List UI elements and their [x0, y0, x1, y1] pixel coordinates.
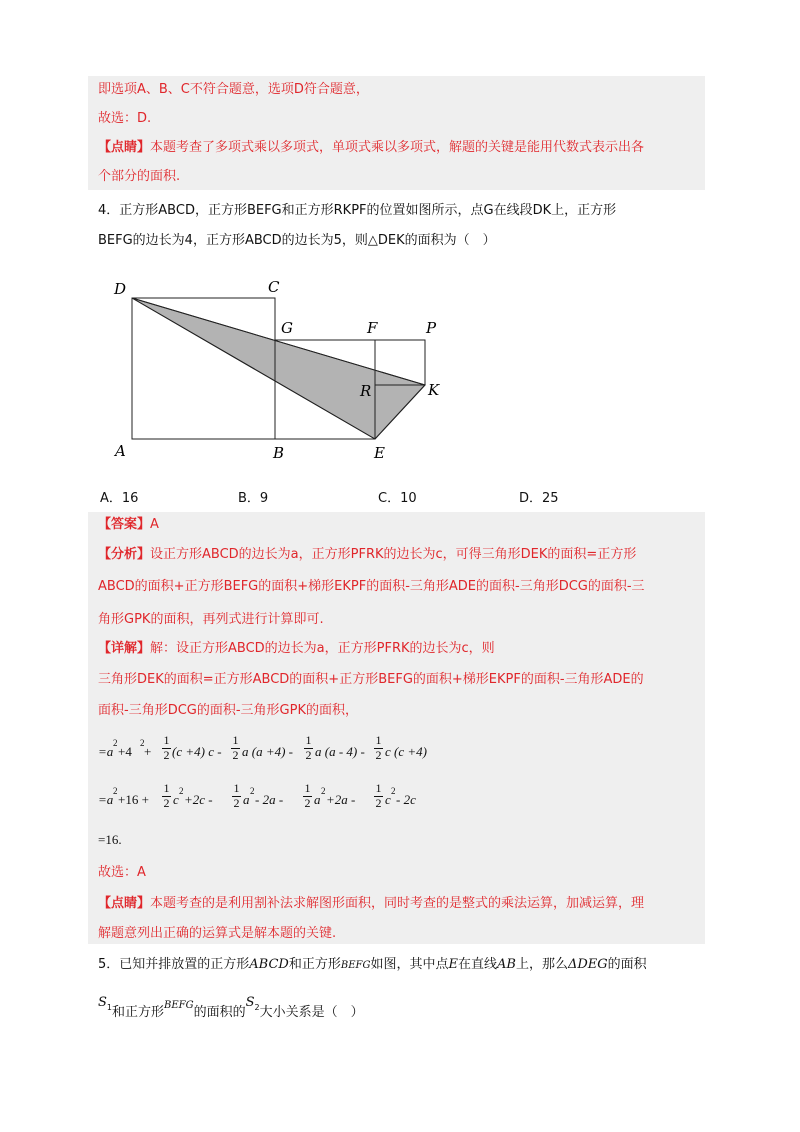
- numerator: 1: [304, 781, 311, 795]
- equation-line-2: [98, 783, 418, 813]
- denominator: 2: [163, 748, 170, 762]
- choice-d[interactable]: [519, 487, 559, 506]
- label-c: C: [268, 278, 280, 296]
- choice-value: 9: [259, 491, 269, 506]
- label-k: K: [428, 381, 440, 399]
- numerator: 1: [233, 781, 240, 795]
- eq-term: a (a +4) -: [242, 744, 294, 759]
- eq-term: a: [243, 792, 250, 807]
- eq-term: +4: [118, 744, 132, 759]
- q5-var: BEFG: [164, 1000, 194, 1011]
- eq-exp: 2: [250, 786, 255, 796]
- analysis-tag: 【分析】: [98, 547, 151, 562]
- q5-text: 的面积的: [193, 1005, 246, 1020]
- comment-text: 本题考查了多项式乘以多项式，单项式乘以多项式，解题的关键是能用代数式表示出各: [150, 140, 645, 155]
- label-d: D: [114, 280, 127, 298]
- eq-exp: 2: [391, 786, 396, 796]
- q4-stem-line1: [98, 201, 616, 221]
- comment-tag: 【点睛】: [98, 896, 151, 911]
- q4-comment-line1: [98, 894, 644, 914]
- label-g: G: [281, 319, 293, 337]
- answer-value: A: [150, 517, 159, 532]
- q5-number: 5．: [98, 957, 120, 972]
- choice-b[interactable]: [238, 487, 268, 506]
- q5-text: 在直线: [457, 957, 497, 972]
- numerator: 1: [375, 733, 382, 747]
- eq-term: a (a - 4) -: [315, 744, 365, 759]
- eq-exp: 2: [179, 786, 184, 796]
- eq-term: a: [314, 792, 321, 807]
- eq-exp: 2: [113, 738, 118, 748]
- eq-term: =a: [98, 792, 114, 807]
- choice-value: 25: [542, 491, 559, 506]
- denominator: 2: [305, 748, 312, 762]
- q4-choose: 故选：A: [98, 865, 146, 880]
- analysis-line1: [98, 545, 636, 565]
- eq-term: c: [385, 792, 391, 807]
- choice-value: 10: [400, 491, 417, 506]
- comment-text: 本题考查的是利用割补法求解图形面积，同时考查的是整式的乘法运算，加减运算，理: [150, 896, 645, 911]
- label-p: P: [426, 319, 437, 337]
- q5-text: 的面积: [607, 957, 647, 972]
- eq-exp: 2: [321, 786, 326, 796]
- numerator: 1: [232, 733, 239, 747]
- eq-exp: 2: [113, 786, 118, 796]
- q5-text: 上，那么: [515, 957, 568, 972]
- choice-a[interactable]: [100, 487, 138, 506]
- q4-stem-text: 正方形ABCD，正方形BEFG和正方形RKPF的位置如图所示，点G在线段DK上，正方形: [119, 203, 617, 218]
- denominator: 2: [163, 796, 170, 810]
- triangle-dek: [132, 298, 425, 439]
- q5-text: 和正方形: [288, 957, 341, 972]
- numerator: 1: [375, 781, 382, 795]
- choice-value: 16: [121, 491, 139, 506]
- prev-conclusion: 即选项A、B、C不符合题意，选项D符合题意，: [98, 82, 369, 97]
- s1-subscript: 1: [106, 1003, 112, 1012]
- eq-term: - 2a -: [255, 792, 284, 807]
- eq-term: +16 +: [118, 792, 149, 807]
- label-a: A: [115, 442, 126, 460]
- denominator: 2: [233, 796, 240, 810]
- q5-line1: [98, 955, 647, 976]
- detail-tag: 【详解】: [98, 641, 151, 656]
- prev-choose: 故选：D.: [98, 111, 152, 126]
- q5-text: 和正方形: [112, 1005, 165, 1020]
- analysis-line3: 角形GPK的面积，再列式进行计算即可.: [98, 612, 324, 627]
- eq-term: - 2c: [396, 792, 416, 807]
- detail-line1: [98, 639, 495, 659]
- q5-var: AB: [496, 957, 516, 972]
- result-line: =16.: [98, 832, 122, 847]
- label-b: B: [273, 444, 285, 462]
- eq-term: +: [144, 744, 152, 759]
- label-f: F: [367, 319, 378, 337]
- denominator: 2: [232, 748, 239, 762]
- s1-symbol: S: [98, 995, 107, 1010]
- eq-term: c: [173, 792, 179, 807]
- detail-line3: 面积-三角形DCG的面积-三角形GPK的面积，: [98, 703, 358, 718]
- eq-term: +2a -: [326, 792, 356, 807]
- numerator: 1: [163, 733, 170, 747]
- denominator: 2: [375, 796, 382, 810]
- eq-exp: 2: [140, 738, 145, 748]
- equation-line-1: [98, 733, 427, 765]
- detail-line2: 三角形DEK的面积=正方形ABCD的面积+正方形BEFG的面积+梯形EKPF的面积-三角形ADE的: [98, 672, 644, 687]
- choice-key: C．: [378, 491, 401, 506]
- analysis-line2: ABCD的面积+正方形BEFG的面积+梯形EKPF的面积-三角形ADE的面积-三角形DCG的面积-三: [98, 579, 645, 594]
- choice-c[interactable]: [378, 487, 417, 506]
- q5-var: E: [448, 957, 458, 972]
- q4-geometry-figure: [110, 275, 450, 465]
- label-r: R: [360, 382, 372, 400]
- q5-var: ABCD: [249, 957, 289, 972]
- s2-symbol: S: [245, 995, 255, 1010]
- q5-text: 已知并排放置的正方形: [119, 957, 250, 972]
- numerator: 1: [163, 781, 170, 795]
- prev-comment-line2: 个部分的面积.: [98, 169, 181, 184]
- q4-stem-line2: BEFG的边长为4，正方形ABCD的边长为5，则△DEK的面积为（ ）: [98, 233, 496, 248]
- eq-term: +2c -: [184, 792, 213, 807]
- choice-key: B．: [238, 491, 260, 506]
- q5-var: ΔDEG: [567, 957, 608, 972]
- eq-term: c (c +4): [385, 744, 427, 759]
- comment-tag: 【点睛】: [98, 140, 151, 155]
- q4-comment-line2: 解题意列出正确的运算式是解本题的关键.: [98, 926, 337, 941]
- answer-line: [98, 515, 159, 535]
- q5-var: BEFG: [340, 960, 371, 971]
- analysis-text: 设正方形ABCD的边长为a，正方形PFRK的边长为c，可得三角形DEK的面积=正方形: [150, 547, 637, 562]
- q4-number: 4．: [98, 203, 120, 218]
- q5-line2: [98, 995, 364, 1033]
- label-e: E: [374, 444, 385, 462]
- denominator: 2: [375, 748, 382, 762]
- choice-key: A．: [100, 491, 122, 506]
- choice-key: D．: [519, 491, 543, 506]
- q5-text: 如图，其中点: [370, 957, 449, 972]
- denominator: 2: [304, 796, 311, 810]
- detail-text: 解：设正方形ABCD的边长为a，正方形PFRK的边长为c，则: [150, 641, 495, 656]
- answer-tag: 【答案】: [98, 517, 151, 532]
- numerator: 1: [305, 733, 312, 747]
- eq-term: (c +4) c -: [172, 744, 222, 759]
- prev-comment-line1: [98, 138, 644, 158]
- s2-subscript: 2: [254, 1003, 260, 1012]
- eq-term: =a: [98, 744, 114, 759]
- q5-text: 大小关系是（ ）: [259, 1005, 364, 1020]
